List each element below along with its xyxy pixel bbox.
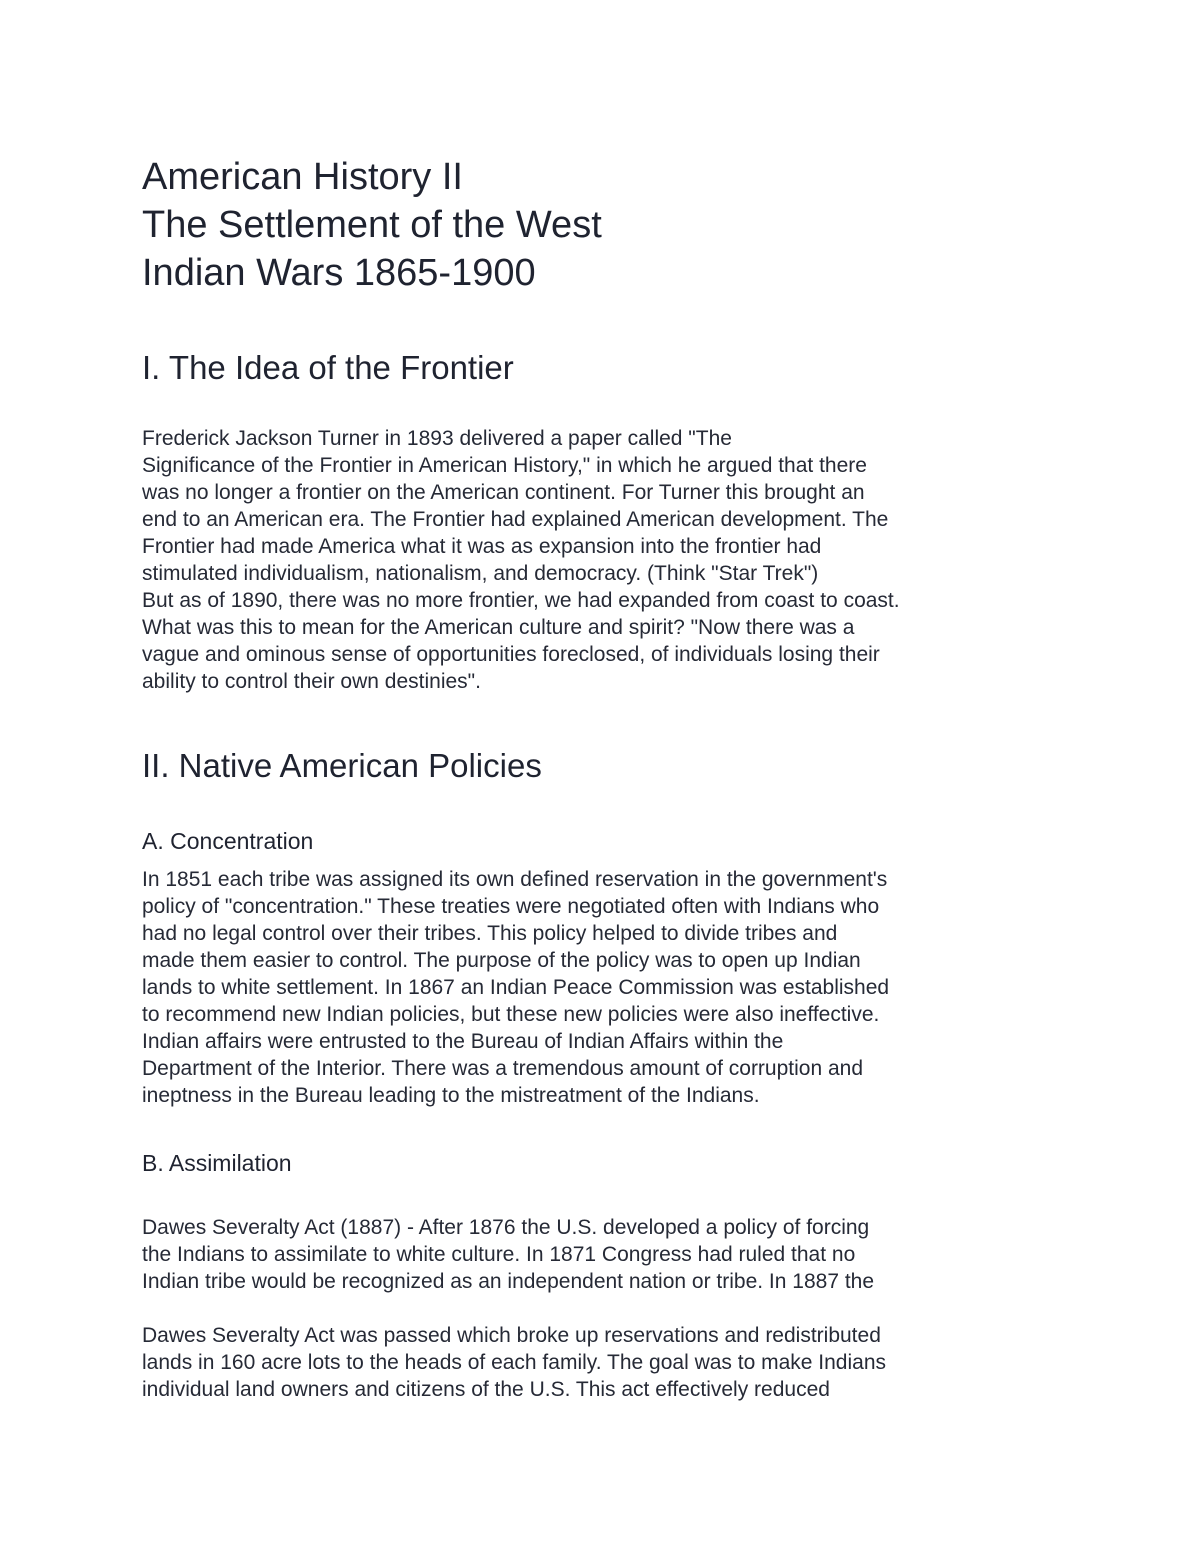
paragraph-line: vague and ominous sense of opportunities foreclosed, of individuals losing their xyxy=(142,643,880,666)
document-title-line-2: The Settlement of the West xyxy=(142,204,602,246)
paragraph-line: stimulated individualism, nationalism, and democracy. (Think "Star Trek") xyxy=(142,562,819,585)
document-title-line-1: American History II xyxy=(142,156,463,198)
paragraph-line: In 1851 each tribe was assigned its own defined reservation in the government's xyxy=(142,868,888,891)
paragraph-line: end to an American era. The Frontier had explained American development. The xyxy=(142,508,889,531)
paragraph-line: lands in 160 acre lots to the heads of each family. The goal was to make Indians xyxy=(142,1351,886,1374)
subsection-b-paragraph-1 xyxy=(142,1214,1002,1295)
paragraph-line: made them easier to control. The purpose of the policy was to open up Indian xyxy=(142,949,861,972)
subsection-b-paragraph-2 xyxy=(142,1322,1002,1403)
section-1-heading: I. The Idea of the Frontier xyxy=(142,349,514,386)
subsection-a-paragraph xyxy=(142,866,1002,1109)
paragraph-line: Department of the Interior. There was a tremendous amount of corruption and xyxy=(142,1057,864,1080)
paragraph-line: ability to control their own destinies". xyxy=(142,670,481,693)
paragraph-line: Indian tribe would be recognized as an independent nation or tribe. In 1887 the xyxy=(142,1270,875,1293)
paragraph-line: Dawes Severalty Act was passed which broke up reservations and redistributed xyxy=(142,1324,881,1347)
paragraph-line: individual land owners and citizens of the U.S. This act effectively reduced xyxy=(142,1378,830,1401)
paragraph-line: Frederick Jackson Turner in 1893 delivered a paper called "The xyxy=(142,427,732,450)
paragraph-line: What was this to mean for the American culture and spirit? "Now there was a xyxy=(142,616,855,639)
paragraph-line: was no longer a frontier on the American continent. For Turner this brought an xyxy=(142,481,865,504)
paragraph-line: lands to white settlement. In 1867 an Indian Peace Commission was established xyxy=(142,976,890,999)
paragraph-line: ineptness in the Bureau leading to the mistreatment of the Indians. xyxy=(142,1084,760,1107)
paragraph-line: Dawes Severalty Act (1887) - After 1876 the U.S. developed a policy of forcing xyxy=(142,1216,870,1239)
paragraph-line: the Indians to assimilate to white culture. In 1871 Congress had ruled that no xyxy=(142,1243,856,1266)
section-1-paragraph xyxy=(142,425,1002,695)
paragraph-line: to recommend new Indian policies, but these new policies were also ineffective. xyxy=(142,1003,880,1026)
document-title-line-3: Indian Wars 1865-1900 xyxy=(142,252,536,294)
paragraph-line: policy of "concentration." These treaties were negotiated often with Indians who xyxy=(142,895,880,918)
section-2-heading: II. Native American Policies xyxy=(142,747,542,784)
subsection-a-heading: A. Concentration xyxy=(142,828,314,854)
subsection-b-heading: B. Assimilation xyxy=(142,1150,292,1176)
paragraph-line: had no legal control over their tribes. This policy helped to divide tribes and xyxy=(142,922,838,945)
paragraph-line: Significance of the Frontier in American History," in which he argued that there xyxy=(142,454,867,477)
paragraph-line: But as of 1890, there was no more frontier, we had expanded from coast to coast. xyxy=(142,589,900,612)
paragraph-line: Indian affairs were entrusted to the Bureau of Indian Affairs within the xyxy=(142,1030,784,1053)
paragraph-line: Frontier had made America what it was as expansion into the frontier had xyxy=(142,535,822,558)
